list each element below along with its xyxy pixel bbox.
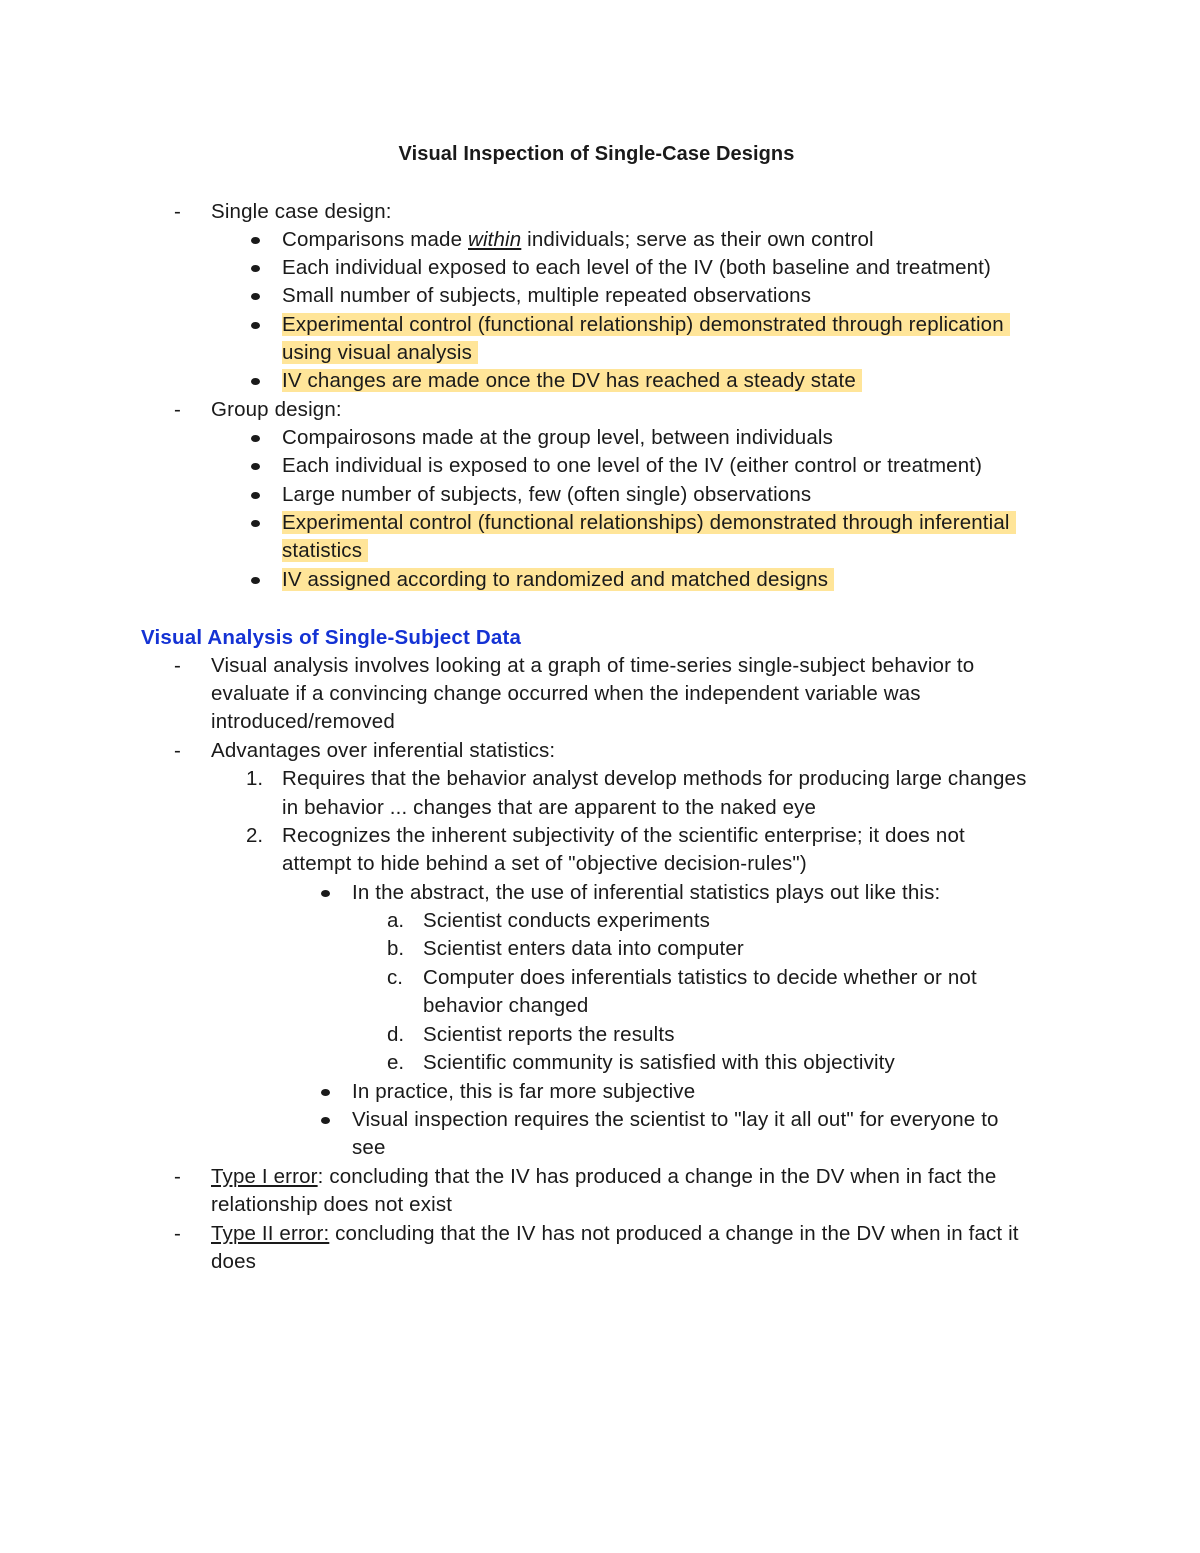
step-item-cont: behavior changed [423,994,589,1017]
dash-marker: - [174,1165,181,1188]
highlighted-text: Experimental control (functional relationship) demonstrated through replication [282,313,1010,336]
term-type-2-error: Type II error: [211,1222,330,1245]
advantage-1: Requires that the behavior analyst develop methods for producing large changes [282,767,1027,790]
bullet-icon [251,322,260,329]
bullet-icon [251,293,260,300]
bullet-icon [251,577,260,584]
bullet-icon [251,520,260,527]
item-text: Comparisons made [282,228,468,251]
step-item: Scientist conducts experiments [423,909,711,932]
bullet-icon [251,435,260,442]
single-case-item-2: Each individual exposed to each level of the IV (both baseline and treatment) [282,256,991,279]
bullet-icon [251,265,260,272]
type-1-error-cont: relationship does not exist [211,1193,453,1216]
bullet-icon [321,1117,330,1124]
emphasis-within: within [468,228,522,251]
list-number: 1. [246,767,264,790]
highlighted-text: IV assigned according to randomized and matched designs [282,568,834,591]
visual-analysis-line: evaluate if a convincing change occurred when the independent variable was [211,682,921,705]
step-item: Computer does inferentials tatistics to decide whether or not [423,966,977,989]
list-number: 2. [246,824,264,847]
bullet-icon [321,890,330,897]
list-letter: c. [387,966,403,989]
group-item-2: Each individual is exposed to one level of the IV (either control or treatment) [282,454,983,477]
visual-analysis-line: Visual analysis involves looking at a graph of time-series single-subject behavior to [211,654,975,677]
advantage-2-cont: attempt to hide behind a set of "objective decision-rules") [282,852,807,875]
group-label: Group design: [211,398,342,421]
practice-bullet: In practice, this is far more subjective [352,1080,696,1103]
single-case-item-3: Small number of subjects, multiple repeated observations [282,284,812,307]
bullet-icon [251,237,260,244]
term-type-1-error: Type I error [211,1165,318,1188]
advantage-2: Recognizes the inherent subjectivity of the scientific enterprise; it does not [282,824,965,847]
group-item-5 [282,566,834,594]
group-item-4 [282,509,1016,537]
list-letter: e. [387,1051,405,1074]
single-case-item-1 [282,226,874,254]
highlighted-text: IV changes are made once the DV has reached a steady state [282,369,862,392]
item-text: individuals; serve as their own control [521,228,874,251]
highlighted-text: Experimental control (functional relationships) demonstrated through inferential [282,511,1016,534]
bullet-icon [251,463,260,470]
visual-inspection-bullet-cont: see [352,1136,386,1159]
bullet-icon [251,492,260,499]
visual-inspection-bullet: Visual inspection requires the scientist to "lay it all out" for everyone to [352,1108,999,1131]
single-case-item-4-cont [282,339,478,367]
step-item: Scientist reports the results [423,1023,675,1046]
abstract-bullet: In the abstract, the use of inferential statistics plays out like this: [352,881,941,904]
dash-marker: - [174,398,181,421]
single-case-label: Single case design: [211,200,392,223]
document-title: Visual Inspection of Single-Case Designs [398,143,795,165]
group-item-3: Large number of subjects, few (often single) observations [282,483,812,506]
group-item-1: Compairosons made at the group level, between individuals [282,426,833,449]
visual-analysis-line: introduced/removed [211,710,395,733]
advantages-label: Advantages over inferential statistics: [211,739,556,762]
definition-text: concluding that the IV has not produced a change in the DV when in fact it [329,1222,1019,1245]
list-letter: d. [387,1023,405,1046]
highlighted-text: using visual analysis [282,341,478,364]
type-1-error [211,1163,996,1191]
dash-marker: - [174,739,181,762]
list-letter: b. [387,937,405,960]
section-heading: Visual Analysis of Single-Subject Data [141,626,522,649]
bullet-icon [251,378,260,385]
type-2-error-cont: does [211,1250,257,1273]
dash-marker: - [174,654,181,677]
advantage-1-cont: in behavior ... changes that are apparent to the naked eye [282,796,817,819]
dash-marker: - [174,200,181,223]
bullet-icon [321,1089,330,1096]
step-item: Scientist enters data into computer [423,937,744,960]
group-item-4-cont [282,537,368,565]
dash-marker: - [174,1222,181,1245]
single-case-item-4 [282,311,1010,339]
step-item: Scientific community is satisfied with this objectivity [423,1051,895,1074]
highlighted-text: statistics [282,539,368,562]
type-2-error [211,1220,1019,1248]
definition-text: : concluding that the IV has produced a change in the DV when in fact the [317,1165,997,1188]
list-letter: a. [387,909,405,932]
single-case-item-5 [282,367,862,395]
